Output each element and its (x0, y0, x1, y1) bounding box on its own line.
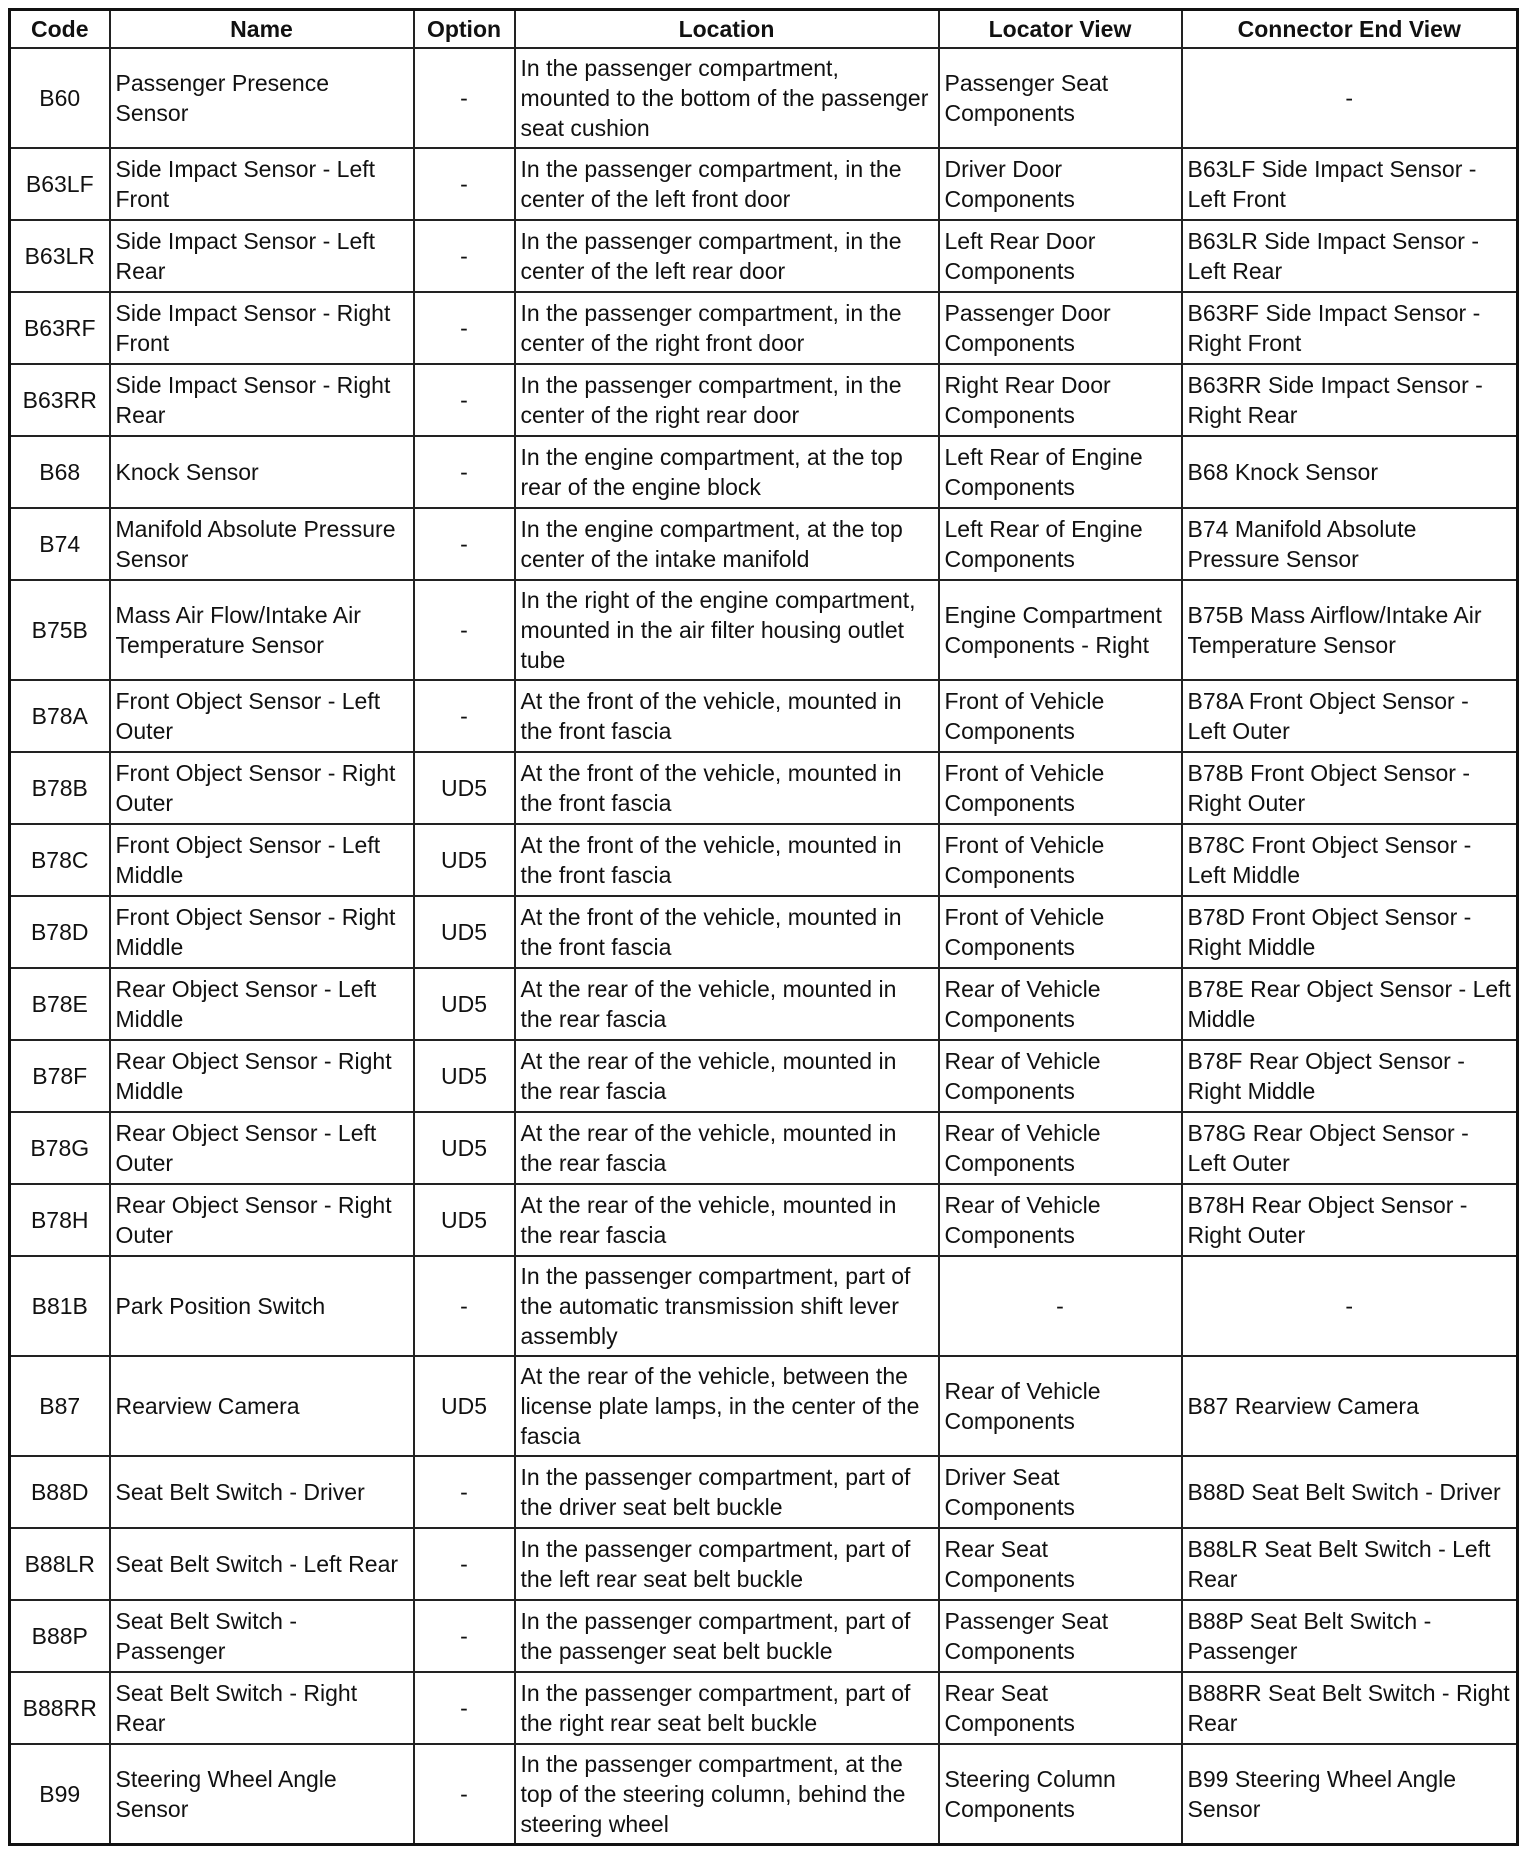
table-row (10, 1672, 1518, 1744)
cell-code: B78C (10, 824, 110, 896)
table-row (10, 580, 1518, 680)
cell-connector-end-view: B78A Front Object Sensor - Left Outer (1182, 680, 1518, 752)
cell-locator-view: Left Rear of Engine Components (939, 508, 1182, 580)
cell-connector-end-view: - (1182, 1256, 1518, 1356)
cell-location: In the engine compartment, at the top rear of the engine block (515, 436, 939, 508)
table-row (10, 1040, 1518, 1112)
cell-location: At the front of the vehicle, mounted in the front fascia (515, 680, 939, 752)
cell-location: In the passenger compartment, mounted to the bottom of the passenger seat cushion (515, 48, 939, 148)
cell-locator-view: Rear Seat Components (939, 1528, 1182, 1600)
cell-name: Rearview Camera (110, 1356, 414, 1456)
cell-code: B78A (10, 680, 110, 752)
cell-connector-end-view: B75B Mass Airflow/Intake Air Temperature Sensor (1182, 580, 1518, 680)
header-connector-end-view: Connector End View (1182, 10, 1518, 49)
cell-option: - (414, 48, 515, 148)
table-row (10, 752, 1518, 824)
cell-connector-end-view: B78D Front Object Sensor - Right Middle (1182, 896, 1518, 968)
cell-option: - (414, 1528, 515, 1600)
cell-option: - (414, 1672, 515, 1744)
cell-locator-view: Rear of Vehicle Components (939, 968, 1182, 1040)
cell-locator-view: Steering Column Components (939, 1744, 1182, 1845)
cell-code: B88D (10, 1456, 110, 1528)
component-locator-table (8, 8, 1519, 1846)
cell-name: Mass Air Flow/Intake Air Temperature Sensor (110, 580, 414, 680)
cell-option: UD5 (414, 1356, 515, 1456)
table-row (10, 436, 1518, 508)
cell-name: Side Impact Sensor - Right Rear (110, 364, 414, 436)
cell-location: In the passenger compartment, in the center of the right front door (515, 292, 939, 364)
cell-option: UD5 (414, 1040, 515, 1112)
cell-location: In the passenger compartment, part of the automatic transmission shift lever assembly (515, 1256, 939, 1356)
cell-name: Steering Wheel Angle Sensor (110, 1744, 414, 1845)
cell-locator-view: Rear of Vehicle Components (939, 1184, 1182, 1256)
cell-option: - (414, 1256, 515, 1356)
table-row (10, 508, 1518, 580)
cell-option: UD5 (414, 1112, 515, 1184)
cell-code: B63RF (10, 292, 110, 364)
cell-locator-view: Right Rear Door Components (939, 364, 1182, 436)
cell-locator-view: Passenger Seat Components (939, 1600, 1182, 1672)
table-row (10, 1456, 1518, 1528)
cell-location: In the passenger compartment, part of the driver seat belt buckle (515, 1456, 939, 1528)
cell-locator-view: Front of Vehicle Components (939, 824, 1182, 896)
cell-location: In the passenger compartment, part of the right rear seat belt buckle (515, 1672, 939, 1744)
cell-option: - (414, 1744, 515, 1845)
cell-location: In the passenger compartment, in the center of the left front door (515, 148, 939, 220)
cell-name: Side Impact Sensor - Right Front (110, 292, 414, 364)
cell-location: At the rear of the vehicle, mounted in the rear fascia (515, 1112, 939, 1184)
cell-connector-end-view: B78C Front Object Sensor - Left Middle (1182, 824, 1518, 896)
cell-code: B78D (10, 896, 110, 968)
cell-name: Side Impact Sensor - Left Front (110, 148, 414, 220)
cell-code: B81B (10, 1256, 110, 1356)
cell-option: - (414, 436, 515, 508)
cell-connector-end-view: B74 Manifold Absolute Pressure Sensor (1182, 508, 1518, 580)
cell-option: - (414, 220, 515, 292)
cell-option: UD5 (414, 752, 515, 824)
cell-locator-view: Front of Vehicle Components (939, 752, 1182, 824)
header-name: Name (110, 10, 414, 49)
cell-location: At the front of the vehicle, mounted in the front fascia (515, 752, 939, 824)
cell-option: - (414, 148, 515, 220)
cell-locator-view: Passenger Door Components (939, 292, 1182, 364)
cell-code: B78G (10, 1112, 110, 1184)
cell-locator-view: Passenger Seat Components (939, 48, 1182, 148)
header-code: Code (10, 10, 110, 49)
cell-code: B74 (10, 508, 110, 580)
cell-connector-end-view: B63LF Side Impact Sensor - Left Front (1182, 148, 1518, 220)
table-row (10, 1744, 1518, 1845)
cell-name: Front Object Sensor - Right Outer (110, 752, 414, 824)
cell-connector-end-view: B88D Seat Belt Switch - Driver (1182, 1456, 1518, 1528)
cell-connector-end-view: B78B Front Object Sensor - Right Outer (1182, 752, 1518, 824)
cell-code: B68 (10, 436, 110, 508)
cell-connector-end-view: B88RR Seat Belt Switch - Right Rear (1182, 1672, 1518, 1744)
cell-locator-view: - (939, 1256, 1182, 1356)
cell-locator-view: Driver Door Components (939, 148, 1182, 220)
cell-locator-view: Engine Compartment Components - Right (939, 580, 1182, 680)
cell-name: Seat Belt Switch - Driver (110, 1456, 414, 1528)
table-row (10, 824, 1518, 896)
cell-connector-end-view: B78E Rear Object Sensor - Left Middle (1182, 968, 1518, 1040)
cell-connector-end-view: B99 Steering Wheel Angle Sensor (1182, 1744, 1518, 1845)
cell-location: At the rear of the vehicle, mounted in the rear fascia (515, 968, 939, 1040)
cell-option: - (414, 508, 515, 580)
cell-name: Knock Sensor (110, 436, 414, 508)
cell-option: - (414, 580, 515, 680)
cell-option: UD5 (414, 896, 515, 968)
table-row (10, 1256, 1518, 1356)
table-row (10, 48, 1518, 148)
cell-code: B78F (10, 1040, 110, 1112)
cell-code: B88LR (10, 1528, 110, 1600)
cell-locator-view: Front of Vehicle Components (939, 680, 1182, 752)
cell-location: In the passenger compartment, part of the passenger seat belt buckle (515, 1600, 939, 1672)
cell-code: B63LR (10, 220, 110, 292)
cell-code: B78H (10, 1184, 110, 1256)
cell-name: Rear Object Sensor - Left Outer (110, 1112, 414, 1184)
cell-code: B63LF (10, 148, 110, 220)
cell-code: B88P (10, 1600, 110, 1672)
cell-locator-view: Rear of Vehicle Components (939, 1356, 1182, 1456)
cell-connector-end-view: B78H Rear Object Sensor - Right Outer (1182, 1184, 1518, 1256)
cell-locator-view: Rear Seat Components (939, 1672, 1182, 1744)
cell-name: Rear Object Sensor - Right Outer (110, 1184, 414, 1256)
cell-option: - (414, 680, 515, 752)
table-row (10, 896, 1518, 968)
cell-locator-view: Rear of Vehicle Components (939, 1112, 1182, 1184)
cell-connector-end-view: B78G Rear Object Sensor - Left Outer (1182, 1112, 1518, 1184)
cell-name: Front Object Sensor - Left Middle (110, 824, 414, 896)
table-row (10, 292, 1518, 364)
cell-location: At the front of the vehicle, mounted in the front fascia (515, 824, 939, 896)
cell-location: In the passenger compartment, part of the left rear seat belt buckle (515, 1528, 939, 1600)
cell-locator-view: Driver Seat Components (939, 1456, 1182, 1528)
cell-name: Front Object Sensor - Right Middle (110, 896, 414, 968)
cell-connector-end-view: B63RF Side Impact Sensor - Right Front (1182, 292, 1518, 364)
cell-connector-end-view: B63RR Side Impact Sensor - Right Rear (1182, 364, 1518, 436)
cell-name: Passenger Presence Sensor (110, 48, 414, 148)
table-row (10, 680, 1518, 752)
cell-code: B78B (10, 752, 110, 824)
cell-location: At the rear of the vehicle, mounted in the rear fascia (515, 1184, 939, 1256)
cell-code: B60 (10, 48, 110, 148)
cell-code: B87 (10, 1356, 110, 1456)
cell-name: Front Object Sensor - Left Outer (110, 680, 414, 752)
header-option: Option (414, 10, 515, 49)
cell-name: Seat Belt Switch - Right Rear (110, 1672, 414, 1744)
cell-name: Rear Object Sensor - Left Middle (110, 968, 414, 1040)
cell-code: B99 (10, 1744, 110, 1845)
cell-name: Side Impact Sensor - Left Rear (110, 220, 414, 292)
table-row (10, 1600, 1518, 1672)
table-row (10, 220, 1518, 292)
cell-option: - (414, 1456, 515, 1528)
cell-location: In the right of the engine compartment, mounted in the air filter housing outlet tube (515, 580, 939, 680)
header-location: Location (515, 10, 939, 49)
cell-locator-view: Left Rear Door Components (939, 220, 1182, 292)
cell-locator-view: Front of Vehicle Components (939, 896, 1182, 968)
cell-code: B63RR (10, 364, 110, 436)
cell-code: B88RR (10, 1672, 110, 1744)
cell-connector-end-view: B88LR Seat Belt Switch - Left Rear (1182, 1528, 1518, 1600)
table-row (10, 968, 1518, 1040)
cell-locator-view: Rear of Vehicle Components (939, 1040, 1182, 1112)
cell-name: Seat Belt Switch - Passenger (110, 1600, 414, 1672)
cell-locator-view: Left Rear of Engine Components (939, 436, 1182, 508)
cell-name: Park Position Switch (110, 1256, 414, 1356)
header-locator-view: Locator View (939, 10, 1182, 49)
table-row (10, 1112, 1518, 1184)
cell-option: - (414, 364, 515, 436)
table-row (10, 364, 1518, 436)
cell-location: At the rear of the vehicle, between the license plate lamps, in the center of the fascia (515, 1356, 939, 1456)
table-row (10, 1528, 1518, 1600)
cell-connector-end-view: B78F Rear Object Sensor - Right Middle (1182, 1040, 1518, 1112)
table-row (10, 1356, 1518, 1456)
table-row (10, 1184, 1518, 1256)
cell-connector-end-view: B88P Seat Belt Switch - Passenger (1182, 1600, 1518, 1672)
cell-code: B78E (10, 968, 110, 1040)
cell-connector-end-view: B68 Knock Sensor (1182, 436, 1518, 508)
component-locator-table-container (8, 8, 1516, 1846)
cell-connector-end-view: B87 Rearview Camera (1182, 1356, 1518, 1456)
cell-location: At the rear of the vehicle, mounted in the rear fascia (515, 1040, 939, 1112)
cell-name: Rear Object Sensor - Right Middle (110, 1040, 414, 1112)
table-row (10, 148, 1518, 220)
header-row (10, 10, 1518, 49)
cell-name: Seat Belt Switch - Left Rear (110, 1528, 414, 1600)
cell-connector-end-view: B63LR Side Impact Sensor - Left Rear (1182, 220, 1518, 292)
cell-option: UD5 (414, 968, 515, 1040)
cell-connector-end-view: - (1182, 48, 1518, 148)
cell-code: B75B (10, 580, 110, 680)
cell-option: UD5 (414, 824, 515, 896)
cell-option: - (414, 292, 515, 364)
cell-location: In the passenger compartment, in the center of the left rear door (515, 220, 939, 292)
cell-location: At the front of the vehicle, mounted in the front fascia (515, 896, 939, 968)
cell-location: In the passenger compartment, in the center of the right rear door (515, 364, 939, 436)
cell-name: Manifold Absolute Pressure Sensor (110, 508, 414, 580)
cell-option: UD5 (414, 1184, 515, 1256)
cell-location: In the engine compartment, at the top center of the intake manifold (515, 508, 939, 580)
cell-location: In the passenger compartment, at the top of the steering column, behind the steering wheel (515, 1744, 939, 1845)
cell-option: - (414, 1600, 515, 1672)
